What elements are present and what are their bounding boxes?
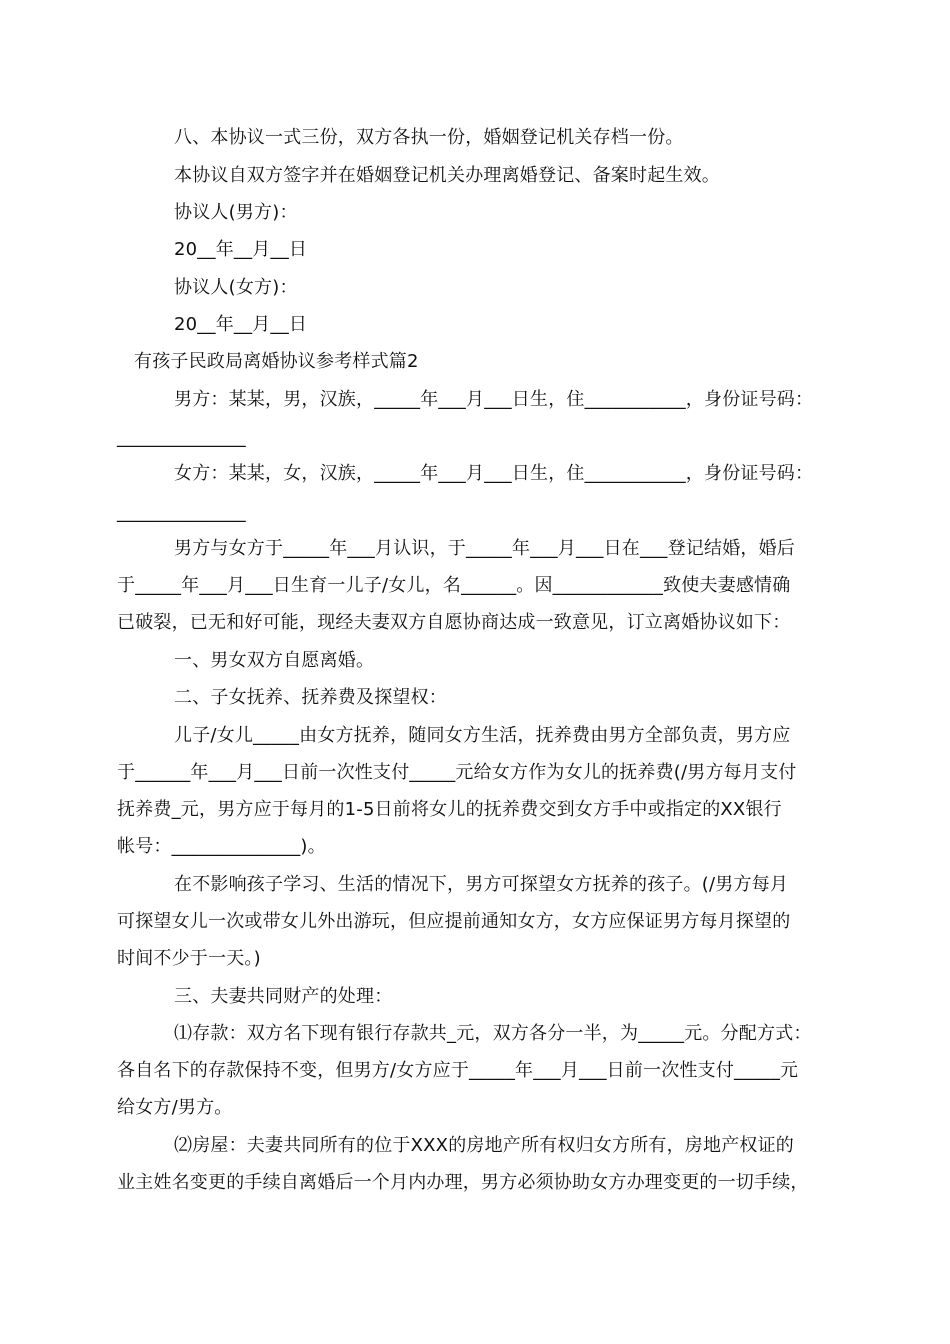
visitation-line-2: 可探望女儿一次或带女儿外出游玩，但应提前通知女方，女方应保证男方每月探望的	[117, 911, 791, 932]
custody-line-2: 于______年___月___日前一次性支付_____元给女方作为女儿的抚养费(/男方每月支付	[117, 762, 797, 783]
background-paragraph-line-1: 男方与女方于_____年___月认识，于_____年___月___日在___登记结婚，婚后	[174, 538, 795, 559]
background-paragraph-line-2: 于_____年___月___日生育一儿子/女儿，名______。因____________致使夫妻感情确	[117, 575, 791, 596]
male-id-blank: ______________	[117, 427, 246, 448]
deposit-line-2: 各自名下的存款保持不变，但男方/女方应于_____年___月___日前一次性支付_____元	[117, 1060, 799, 1081]
clause-8: 八、本协议一式三份，双方各执一份，婚姻登记机关存档一份。	[174, 127, 684, 148]
house-line-1: ⑵房屋：夫妻共同所有的位于XXX的房地产所有权归女方所有，房地产权证的	[174, 1135, 794, 1156]
effective-clause: 本协议自双方签字并在婚姻登记机关办理离婚登记、备案时起生效。	[174, 165, 720, 186]
clause-3-heading: 三、夫妻共同财产的处理：	[174, 986, 393, 1007]
signatory-female: 协议人(女方)：	[174, 277, 298, 298]
custody-line-3: 抚养费_元，男方应于每月的1-5日前将女儿的抚养费交到女方手中或指定的XX银行	[117, 799, 782, 820]
male-info: 男方：某某，男，汉族，_____年___月___日生，住___________，身份证号码：	[174, 389, 814, 410]
date-female: 20__年__月__日	[174, 314, 308, 335]
background-paragraph-line-3: 已破裂，已无和好可能，现经夫妻双方自愿协商达成一致意见，订立离婚协议如下：	[117, 612, 791, 633]
date-male: 20__年__月__日	[174, 239, 308, 260]
section-title: 有孩子民政局离婚协议参考样式篇2	[134, 351, 419, 372]
deposit-line-1: ⑴存款：双方名下现有银行存款共_元，双方各分一半，为_____元。分配方式：	[174, 1023, 812, 1044]
visitation-line-1: 在不影响孩子学习、生活的情况下，男方可探望女方抚养的孩子。(/男方每月	[174, 874, 789, 895]
female-info: 女方：某某，女，汉族，_____年___月___日生，住___________，身份证号码：	[174, 463, 814, 484]
custody-line-1: 儿子/女儿_____由女方抚养，随同女方生活，抚养费由男方全部负责，男方应	[174, 725, 791, 746]
deposit-line-3: 给女方/男方。	[117, 1097, 233, 1118]
clause-2-heading: 二、子女抚养、抚养费及探望权：	[174, 687, 447, 708]
signatory-male: 协议人(男方)：	[174, 202, 298, 223]
clause-1: 一、男女双方自愿离婚。	[174, 650, 375, 671]
house-line-2: 业主姓名变更的手续自离婚后一个月内办理，男方必须协助女方办理变更的一切手续，	[117, 1172, 809, 1193]
visitation-line-3: 时间不少于一天。)	[117, 948, 261, 969]
custody-line-4: 帐号：______________)。	[117, 836, 326, 857]
female-id-blank: ______________	[117, 502, 246, 523]
